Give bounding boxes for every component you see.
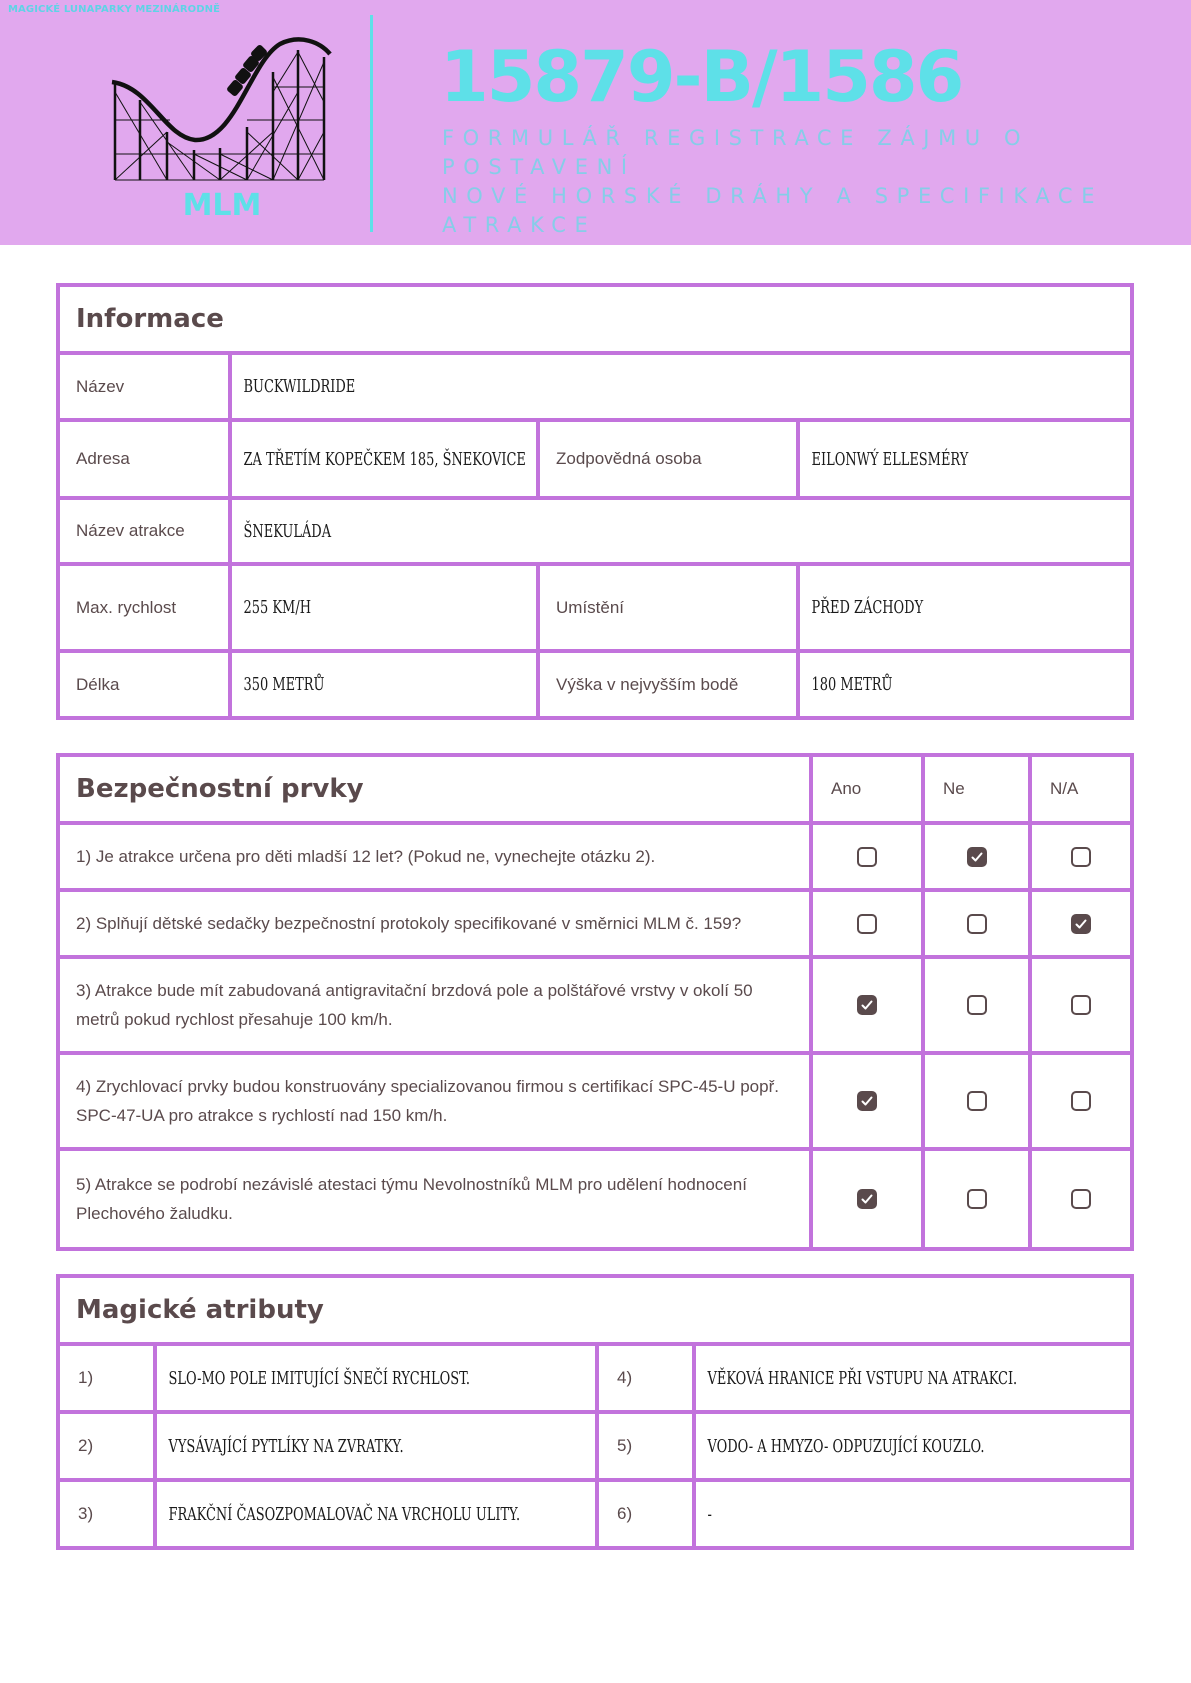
magic-item-field[interactable] bbox=[692, 1342, 1134, 1414]
checkbox-no[interactable] bbox=[967, 995, 987, 1015]
magic-num: 3) bbox=[78, 1504, 94, 1523]
safety-question-row bbox=[56, 1051, 813, 1151]
checkbox-cell bbox=[921, 1147, 1032, 1251]
info-title-cell bbox=[56, 283, 1134, 355]
checkbox-cell bbox=[809, 1051, 925, 1151]
checkmark-icon bbox=[860, 1192, 874, 1206]
magic-num-cell bbox=[56, 1342, 157, 1414]
safety-question-text: 1) Je atrakce určena pro děti mladší 12 let? (Pokud ne, vynechejte otázku 2). bbox=[76, 847, 656, 866]
magic-item-text: SLO-MO POLE IMITUJÍCÍ ŠNEČÍ RYCHLOST. bbox=[168, 1367, 470, 1389]
umisteni-label-cell bbox=[536, 562, 800, 653]
adresa-label: Adresa bbox=[76, 449, 130, 468]
info-title: Informace bbox=[76, 304, 224, 334]
safety-question-row bbox=[56, 955, 813, 1055]
checkbox-yes[interactable] bbox=[857, 995, 877, 1015]
checkbox-no[interactable] bbox=[967, 914, 987, 934]
magic-item-text: VĚKOVÁ HRANICE PŘI VSTUPU NA ATRAKCI. bbox=[707, 1367, 1018, 1389]
magic-num: 1) bbox=[78, 1368, 94, 1387]
subtitle-line-2: NOVÉ HORSKÉ DRÁHY A SPECIFIKACE ATRAKCE bbox=[442, 184, 1104, 237]
osoba-value: EILONWÝ ELLESMÉRY bbox=[811, 448, 969, 470]
header-banner bbox=[0, 0, 1191, 245]
col-header-yes bbox=[809, 753, 925, 825]
magic-item-text: FRAKČNÍ ČASOZPOMALOVAČ NA VRCHOLU ULITY. bbox=[168, 1503, 521, 1525]
magic-num-cell bbox=[595, 1410, 696, 1482]
magic-title: Magické atributy bbox=[76, 1295, 324, 1325]
safety-question-text: 4) Zrychlovací prvky budou konstruovány specializovanou firmou s certifikací SPC-45-U popř. SPC-47-UA pro atrakce s rychlostí nad 150 km/h. bbox=[76, 1077, 779, 1125]
checkbox-yes[interactable] bbox=[857, 1091, 877, 1111]
magic-num: 6) bbox=[617, 1504, 633, 1523]
safety-question-row bbox=[56, 888, 813, 959]
rychlost-label-cell bbox=[56, 562, 232, 653]
atrakce-value: ŠNEKULÁDA bbox=[243, 520, 332, 542]
checkbox-no[interactable] bbox=[967, 847, 987, 867]
safety-question-text: 2) Splňují dětské sedačky bezpečnostní protokoly specifikované v směrnici MLM č. 159? bbox=[76, 914, 742, 933]
magic-num: 5) bbox=[617, 1436, 633, 1455]
safety-question-text: 5) Atrakce se podrobí nezávislé atestaci týmu Nevolnostníků MLM pro udělení hodnocení Plechového žaludku. bbox=[76, 1175, 747, 1223]
delka-value: 350 METRŮ bbox=[243, 674, 325, 695]
checkbox-na[interactable] bbox=[1071, 1189, 1091, 1209]
col-no-label: Ne bbox=[943, 779, 965, 798]
magic-item-field[interactable] bbox=[692, 1410, 1134, 1482]
magic-num-cell bbox=[595, 1478, 696, 1550]
checkmark-icon bbox=[970, 850, 984, 864]
vyska-label-cell bbox=[536, 649, 800, 720]
subtitle-line-1: FORMULÁŘ REGISTRACE ZÁJMU O POSTAVENÍ bbox=[442, 126, 1030, 179]
rychlost-label: Max. rychlost bbox=[76, 597, 177, 617]
checkbox-cell bbox=[921, 1051, 1032, 1151]
col-header-no bbox=[921, 753, 1032, 825]
checkbox-na[interactable] bbox=[1071, 995, 1091, 1015]
checkbox-cell bbox=[1028, 1051, 1134, 1151]
magic-title-cell bbox=[56, 1274, 1134, 1346]
umisteni-value: PŘED ZÁCHODY bbox=[811, 597, 924, 618]
document-subtitle bbox=[442, 124, 1191, 240]
checkmark-icon bbox=[860, 998, 874, 1012]
checkbox-yes[interactable] bbox=[857, 1189, 877, 1209]
checkbox-cell bbox=[809, 888, 925, 959]
magic-item-text: VODO- A HMYZO- ODPUZUJÍCÍ KOUZLO. bbox=[707, 1435, 985, 1457]
nazev-label-cell bbox=[56, 351, 232, 422]
safety-question-row bbox=[56, 821, 813, 892]
vyska-label: Výška v nejvyšším bodě bbox=[556, 674, 739, 694]
magic-num: 2) bbox=[78, 1436, 94, 1455]
checkbox-cell bbox=[809, 955, 925, 1055]
magic-num: 4) bbox=[617, 1368, 633, 1387]
magic-item-field[interactable] bbox=[153, 1342, 599, 1414]
checkbox-cell bbox=[921, 821, 1032, 892]
checkbox-yes[interactable] bbox=[857, 847, 877, 867]
delka-field[interactable] bbox=[228, 649, 540, 720]
adresa-value: ZA TŘETÍM KOPEČKEM 185, ŠNEKOVICE bbox=[243, 448, 526, 470]
safety-title-cell bbox=[56, 753, 813, 825]
safety-table bbox=[56, 753, 1134, 1251]
col-yes-label: Ano bbox=[831, 779, 862, 798]
umisteni-field[interactable] bbox=[796, 562, 1134, 653]
safety-question-text: 3) Atrakce bude mít zabudovaná antigravitační brzdová pole a polštářové vrstvy v okolí 50 metrů pokud rychlost přesahuje 100 km/h. bbox=[76, 981, 753, 1029]
magic-item-field[interactable] bbox=[153, 1410, 599, 1482]
atrakce-field[interactable] bbox=[228, 496, 1134, 566]
delka-label: Délka bbox=[76, 674, 120, 694]
osoba-label-cell bbox=[536, 418, 800, 500]
adresa-field[interactable] bbox=[228, 418, 540, 500]
checkbox-na[interactable] bbox=[1071, 847, 1091, 867]
magic-item-text: VYSÁVAJÍCÍ PYTLÍKY NA ZVRATKY. bbox=[168, 1435, 404, 1457]
vyska-field[interactable] bbox=[796, 649, 1134, 720]
checkbox-na[interactable] bbox=[1071, 1091, 1091, 1111]
checkbox-yes[interactable] bbox=[857, 914, 877, 934]
nazev-label: Název bbox=[76, 376, 125, 396]
checkbox-cell bbox=[1028, 888, 1134, 959]
col-header-na bbox=[1028, 753, 1134, 825]
rychlost-value: 255 KM/H bbox=[243, 597, 311, 618]
magic-num-cell bbox=[595, 1342, 696, 1414]
logo-text: MLM bbox=[182, 188, 262, 223]
umisteni-label: Umístění bbox=[556, 597, 625, 617]
osoba-label: Zodpovědná osoba bbox=[556, 449, 702, 468]
checkbox-cell bbox=[1028, 955, 1134, 1055]
document-number: 15879-B/1586 bbox=[440, 36, 963, 118]
safety-title: Bezpečnostní prvky bbox=[76, 774, 364, 804]
magic-item-field[interactable] bbox=[692, 1478, 1134, 1550]
header-divider bbox=[370, 15, 373, 232]
magic-num-cell bbox=[56, 1410, 157, 1482]
magic-item-field[interactable] bbox=[153, 1478, 599, 1550]
magic-num-cell bbox=[56, 1478, 157, 1550]
checkbox-na[interactable] bbox=[1071, 914, 1091, 934]
org-name: MAGICKÉ LUNAPARKY MEZINÁRODNĚ bbox=[8, 4, 221, 15]
atrakce-label-cell bbox=[56, 496, 232, 566]
adresa-label-cell bbox=[56, 418, 232, 500]
safety-question-row bbox=[56, 1147, 813, 1251]
nazev-value: BUCKWILDRIDE bbox=[243, 376, 356, 397]
magic-table bbox=[56, 1274, 1134, 1564]
vyska-value: 180 METRŮ bbox=[811, 674, 893, 695]
checkmark-icon bbox=[860, 1094, 874, 1108]
checkbox-no[interactable] bbox=[967, 1091, 987, 1111]
rychlost-field[interactable] bbox=[228, 562, 540, 653]
atrakce-label: Název atrakce bbox=[76, 521, 185, 540]
nazev-field[interactable] bbox=[228, 351, 1134, 422]
col-na-label: N/A bbox=[1050, 779, 1079, 798]
checkbox-cell bbox=[921, 888, 1032, 959]
magic-item-text: - bbox=[707, 1503, 712, 1525]
checkbox-no[interactable] bbox=[967, 1189, 987, 1209]
checkbox-cell bbox=[1028, 1147, 1134, 1251]
checkmark-icon bbox=[1074, 917, 1088, 931]
info-table bbox=[56, 283, 1134, 720]
checkbox-cell bbox=[1028, 821, 1134, 892]
roller-coaster-logo-icon bbox=[110, 32, 332, 184]
checkbox-cell bbox=[809, 1147, 925, 1251]
checkbox-cell bbox=[921, 955, 1032, 1055]
checkbox-cell bbox=[809, 821, 925, 892]
delka-label-cell bbox=[56, 649, 232, 720]
osoba-field[interactable] bbox=[796, 418, 1134, 500]
